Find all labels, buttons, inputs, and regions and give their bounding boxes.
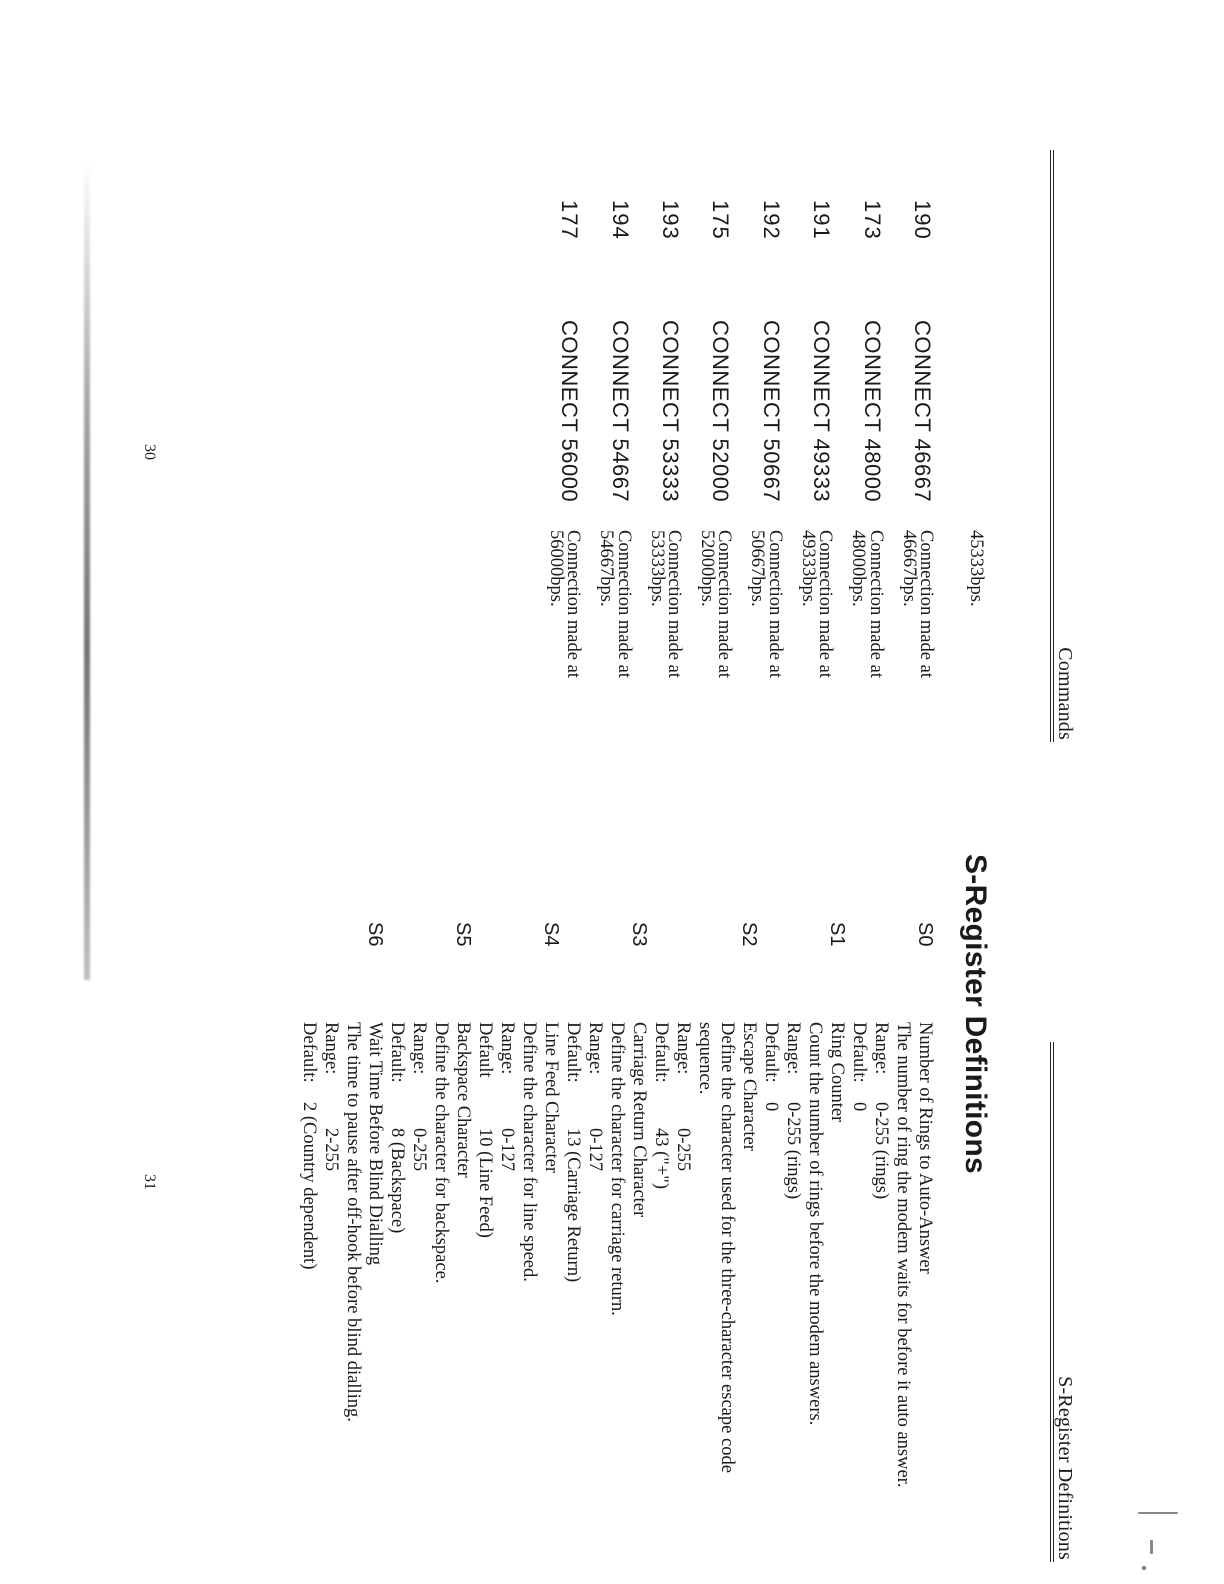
range-line [408, 1022, 430, 1542]
range-label: Range: [673, 1022, 693, 1075]
s-register-entry [474, 922, 562, 1542]
range-label: Range: [409, 1022, 429, 1075]
register-name: Number of Rings to Auto-Answer [915, 1022, 935, 1274]
default-value: 43 ("+") [651, 1128, 671, 1189]
page-number: 31 [141, 1174, 158, 1190]
default-label: Default: [761, 1022, 781, 1083]
range-line [584, 1022, 606, 1542]
register-id: S2 [738, 922, 760, 947]
table-row [833, 200, 886, 760]
result-code-table [531, 200, 984, 760]
default-value: 0 [761, 1102, 781, 1112]
carryover-text: 45333bps. [966, 530, 986, 607]
result-code-message: CONNECT 53333 [658, 320, 684, 503]
s-register-entry [386, 922, 474, 1542]
range-line [782, 1022, 804, 1542]
default-label: Default: [651, 1022, 671, 1083]
page-number: 30 [141, 444, 158, 460]
section-title: S-Register Definitions [959, 854, 992, 1174]
s-register-list [298, 922, 936, 1542]
default-line [760, 1022, 782, 1542]
default-line [848, 1022, 870, 1542]
register-id: S0 [914, 922, 936, 947]
result-code-description: Connection made at 49333bps. [797, 530, 836, 678]
default-line [474, 1022, 496, 1542]
result-code-number: 192 [758, 200, 784, 240]
register-description: Count the number of rings before the modem answers. [805, 1022, 825, 1426]
register-name: Line Feed Character [541, 1022, 561, 1174]
range-line [320, 1022, 342, 1542]
register-id: S5 [452, 922, 474, 947]
result-code-description: Connection made at 56000bps. [545, 530, 584, 678]
result-code-number: 191 [809, 200, 835, 240]
result-code-number: 190 [910, 200, 935, 240]
range-value: 0-255 (rings) [871, 1102, 891, 1200]
register-id: S3 [628, 922, 650, 947]
result-code-message: CONNECT 49333 [809, 320, 835, 503]
right-page [0, 792, 1224, 1584]
carryover-row [934, 200, 984, 760]
range-label: Range: [321, 1022, 341, 1075]
register-body [650, 1022, 760, 1542]
range-label: Range: [871, 1022, 891, 1075]
range-value: 0-255 [673, 1128, 693, 1172]
default-line [386, 1022, 408, 1542]
result-code-number: 177 [557, 200, 583, 240]
table-row [884, 200, 934, 760]
register-id: S4 [540, 922, 562, 947]
running-head: S-Register Definitions [1054, 1376, 1076, 1560]
range-value: 0-255 (rings) [783, 1102, 803, 1200]
register-description: Define the character used for the three-character escape code sequence. [695, 1022, 737, 1473]
register-description: Define the character for carriage return. [607, 1022, 627, 1316]
range-label: Range: [497, 1022, 517, 1075]
s-register-entry [562, 922, 650, 1542]
result-code-description: Connection made at 48000bps. [848, 530, 886, 678]
result-code-message: CONNECT 54667 [607, 320, 633, 503]
table-row [682, 200, 735, 760]
result-code-description: Connection made at 46667bps. [898, 530, 936, 678]
register-description: Define the character for backspace. [431, 1022, 451, 1284]
default-label: Default [475, 1022, 495, 1078]
result-code-number: 175 [708, 200, 734, 240]
range-line [672, 1022, 694, 1542]
range-value: 0-127 [585, 1128, 605, 1172]
header-rule [1050, 150, 1054, 742]
table-row [732, 200, 785, 760]
result-code-description: Connection made at 50667bps. [747, 530, 785, 678]
register-body [760, 1022, 848, 1542]
default-label: Default: [387, 1022, 407, 1083]
s-register-entry [848, 922, 936, 1542]
table-row [783, 200, 836, 760]
result-code-number: 194 [607, 200, 633, 240]
register-body [474, 1022, 562, 1542]
register-body [298, 1022, 386, 1542]
range-label: Range: [783, 1022, 803, 1075]
range-value: 0-127 [497, 1128, 517, 1172]
s-register-entry [760, 922, 848, 1542]
register-name: Backspace Character [453, 1022, 473, 1178]
range-value: 0-255 [409, 1128, 429, 1172]
default-label: Default: [299, 1022, 319, 1083]
result-code-number: 173 [859, 200, 885, 240]
result-code-number: 193 [658, 200, 684, 240]
default-label: Default: [563, 1022, 583, 1083]
register-description: Define the character for line speed. [519, 1022, 539, 1282]
table-row [531, 200, 584, 760]
default-line [562, 1022, 584, 1542]
result-code-message: CONNECT 56000 [557, 320, 583, 503]
result-code-description: Connection made at 52000bps. [697, 530, 735, 678]
result-code-message: CONNECT 48000 [859, 320, 885, 503]
default-value: 2 (Country dependent) [299, 1102, 319, 1270]
register-id: S1 [826, 922, 848, 947]
register-body [562, 1022, 650, 1542]
register-name: Wait Time Before Blind Dialling [365, 1022, 385, 1266]
s-register-entry [650, 922, 760, 1542]
register-name: Carriage Return Character [629, 1022, 649, 1218]
range-line [870, 1022, 892, 1542]
range-line [496, 1022, 518, 1542]
running-head: Commands [1054, 647, 1076, 740]
default-value: 0 [849, 1102, 869, 1112]
default-value: 8 (Backspace) [387, 1128, 407, 1234]
default-value: 13 (Carriage Return) [563, 1128, 583, 1283]
range-label: Range: [585, 1022, 605, 1075]
register-name: Escape Character [739, 1022, 759, 1151]
result-code-message: CONNECT 52000 [708, 320, 734, 503]
table-row [632, 200, 685, 760]
result-code-message: CONNECT 46667 [910, 320, 935, 503]
register-description: The time to pause after off-hook before blind dialling. [343, 1022, 363, 1422]
register-description: The number of ring the modem waits for before it auto answer. [893, 1022, 913, 1488]
register-body [386, 1022, 474, 1542]
default-line [650, 1022, 672, 1542]
default-value: 10 (Line Feed) [475, 1128, 495, 1238]
default-line [298, 1022, 320, 1542]
result-code-description: Connection made at 53333bps. [646, 530, 685, 678]
register-body [848, 1022, 936, 1542]
default-label: Default: [849, 1022, 869, 1083]
result-code-message: CONNECT 50667 [758, 320, 784, 503]
register-id: S6 [364, 922, 386, 947]
result-code-description: Connection made at 54667bps. [596, 530, 634, 678]
header-rule [1050, 1042, 1054, 1562]
table-row [581, 200, 634, 760]
register-name: Ring Counter [827, 1022, 847, 1123]
range-value: 2-255 [321, 1128, 341, 1172]
s-register-entry [298, 922, 386, 1542]
